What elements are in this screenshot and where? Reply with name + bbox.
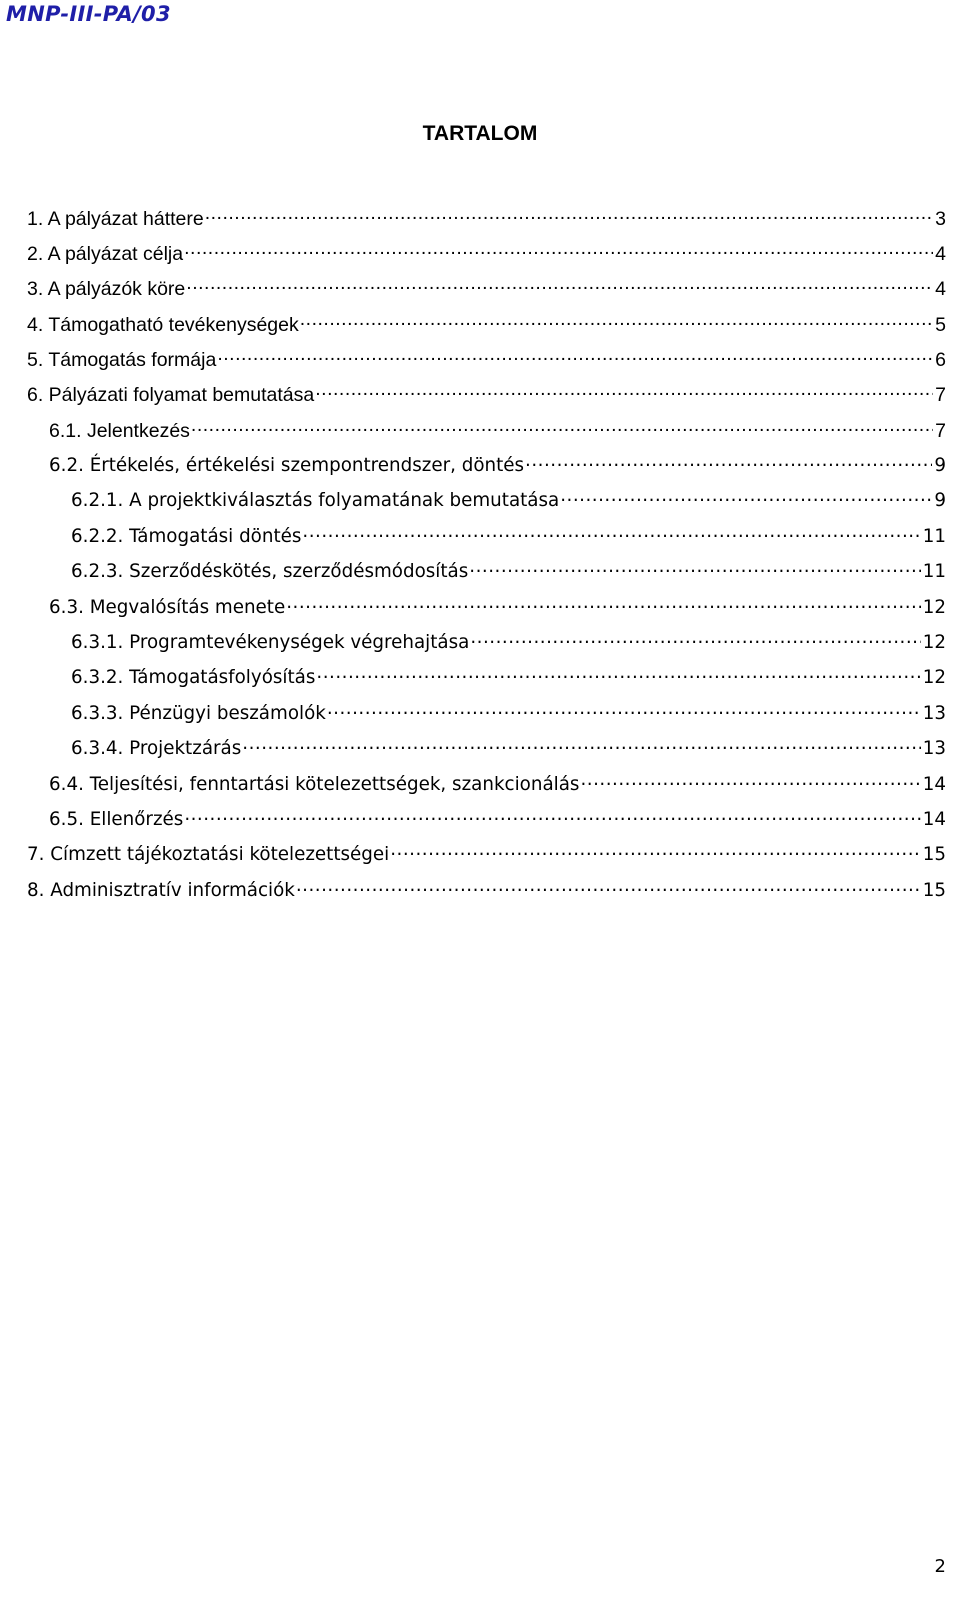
- toc-entry-page: 5: [935, 313, 946, 336]
- toc-leader-dots: [184, 807, 920, 825]
- toc-entry[interactable]: [27, 417, 946, 452]
- toc-entry-label: 6. Pályázati folyamat bemutatása: [27, 384, 315, 407]
- toc-entry-page: 4: [935, 278, 946, 301]
- toc-entry-page: 11: [922, 561, 946, 583]
- toc-entry-page: 3: [935, 207, 946, 230]
- toc-entry-page: 15: [922, 844, 946, 866]
- toc-entry-label: 6.3.2. Támogatásfolyósítás: [71, 667, 316, 689]
- toc-entry-label: 6.1. Jelentkezés: [49, 419, 190, 442]
- toc-entry[interactable]: [27, 736, 946, 771]
- toc-entry-page: 7: [935, 384, 946, 407]
- table-of-contents: [27, 205, 946, 913]
- toc-entry[interactable]: [27, 877, 946, 912]
- toc-entry-page: 14: [922, 808, 946, 830]
- toc-entry-page: 12: [922, 631, 946, 653]
- toc-entry-label: 6.2.3. Szerződéskötés, szerződésmódosítás: [71, 561, 469, 583]
- toc-entry-label: 6.3.1. Programtevékenységek végrehajtása: [71, 631, 470, 653]
- toc-entry-page: 9: [934, 455, 946, 477]
- toc-entry-page: 11: [922, 525, 946, 547]
- toc-entry[interactable]: [27, 524, 946, 559]
- toc-entry[interactable]: [27, 630, 946, 665]
- toc-leader-dots: [525, 453, 932, 471]
- toc-entry-label: 6.2.1. A projektkiválasztás folyamatának bemutatása: [71, 490, 560, 512]
- toc-entry-page: 15: [922, 879, 946, 901]
- toc-leader-dots: [470, 630, 920, 648]
- toc-entry[interactable]: [27, 382, 946, 417]
- toc-leader-dots: [296, 877, 921, 895]
- toc-leader-dots: [580, 771, 920, 789]
- toc-entry-page: 4: [935, 242, 946, 265]
- toc-entry[interactable]: [27, 771, 946, 806]
- toc-entry-label: 6.2.2. Támogatási döntés: [71, 525, 302, 547]
- toc-entry-page: 12: [922, 667, 946, 689]
- toc-leader-dots: [315, 382, 933, 402]
- toc-leader-dots: [327, 700, 921, 718]
- toc-entry-label: 4. Támogatható tevékenységek: [27, 313, 299, 336]
- toc-entry-page: 7: [935, 419, 946, 442]
- toc-entry-label: 8. Adminisztratív információk: [27, 879, 295, 901]
- toc-entry[interactable]: [27, 842, 946, 877]
- toc-entry[interactable]: [27, 240, 946, 275]
- toc-title: TARTALOM: [422, 122, 538, 145]
- toc-entry[interactable]: [27, 347, 946, 382]
- document-code: MNP-III-PA/03: [6, 2, 171, 26]
- toc-leader-dots: [186, 276, 933, 296]
- toc-leader-dots: [300, 311, 933, 331]
- toc-leader-dots: [242, 736, 920, 754]
- toc-entry[interactable]: [27, 276, 946, 311]
- toc-entry-page: 13: [922, 702, 946, 724]
- toc-entry-label: 5. Támogatás formája: [27, 349, 217, 372]
- toc-entry-label: 6.5. Ellenőrzés: [49, 808, 184, 830]
- toc-leader-dots: [217, 347, 933, 367]
- toc-entry[interactable]: [27, 559, 946, 594]
- toc-entry[interactable]: [27, 594, 946, 629]
- toc-leader-dots: [390, 842, 921, 860]
- toc-entry-label: 1. A pályázat háttere: [27, 207, 204, 230]
- toc-entry[interactable]: [27, 807, 946, 842]
- toc-entry-label: 6.3. Megvalósítás menete: [49, 596, 286, 618]
- toc-entry-label: 7. Címzett tájékoztatási kötelezettségei: [27, 844, 390, 866]
- toc-entry-page: 13: [922, 738, 946, 760]
- toc-leader-dots: [560, 488, 932, 506]
- toc-entry[interactable]: [27, 665, 946, 700]
- toc-leader-dots: [316, 665, 920, 683]
- toc-entry[interactable]: [27, 453, 946, 488]
- toc-entry-label: 6.2. Értékelés, értékelési szempontrendszer, döntés: [49, 455, 525, 477]
- toc-entry-page: 6: [935, 349, 946, 372]
- toc-entry-page: 9: [934, 490, 946, 512]
- toc-entry[interactable]: [27, 205, 946, 240]
- toc-leader-dots: [469, 559, 920, 577]
- toc-leader-dots: [184, 240, 933, 260]
- toc-entry-label: 6.4. Teljesítési, fenntartási kötelezettségek, szankcionálás: [49, 773, 580, 795]
- toc-entry-page: 14: [922, 773, 946, 795]
- toc-leader-dots: [302, 524, 920, 542]
- toc-entry-label: 3. A pályázók köre: [27, 278, 186, 301]
- toc-entry-label: 6.3.4. Projektzárás: [71, 738, 242, 760]
- toc-entry[interactable]: [27, 700, 946, 735]
- toc-entry[interactable]: [27, 311, 946, 346]
- toc-entry-page: 12: [922, 596, 946, 618]
- toc-entry-label: 6.3.3. Pénzügyi beszámolók: [71, 702, 326, 724]
- toc-entry[interactable]: [27, 488, 946, 523]
- toc-entry-label: 2. A pályázat célja: [27, 242, 184, 265]
- toc-leader-dots: [205, 205, 933, 225]
- toc-leader-dots: [191, 417, 933, 437]
- toc-leader-dots: [286, 594, 921, 612]
- page-number: 2: [934, 1556, 946, 1577]
